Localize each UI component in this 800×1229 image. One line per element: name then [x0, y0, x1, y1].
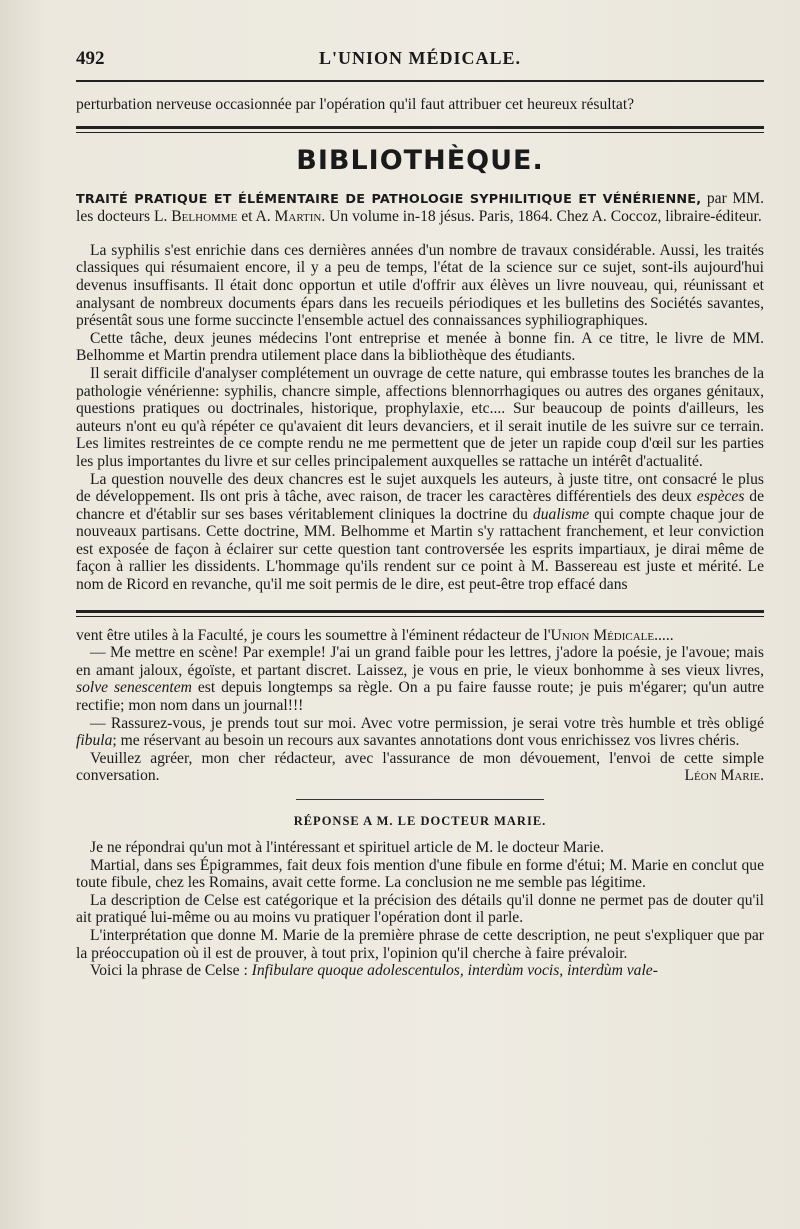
intro-text: perturbation nerveuse occasionnée par l'opération qu'il faut attribuer cet heureux résultat?: [76, 96, 635, 113]
letter-p3-italic: fibula: [76, 732, 113, 750]
book-details-1: par MM. les docteurs L.: [76, 189, 764, 226]
review-paragraph: Cette tâche, deux jeunes médecins l'ont entreprise et menée à bonne fin. A ce titre, le livre de MM. Belhomme et Martin prendra utilement place dans la bibliothèque des étudiants.: [76, 329, 764, 365]
section-title: BIBLIOTHÈQUE.: [296, 144, 544, 176]
letter-p2-text-a: — Me mettre en scène! Par exemple! J'ai un grand faible pour les lettres, j'adore la poésie, je l'avoue; mais en amant jaloux, égoïste, et partant discret. Laissez, je vous en prie, le vieux bonhomme à ses vieux livres,: [76, 644, 764, 679]
review-paragraph: Il serait difficile d'analyser complétement un ouvrage de cette nature, qui embrasse toutes les branches de la pathologie vénérienne: syphilis, chancre simple, affections blennorrhagiques ou autres des organes génitaux, questions pratiques ou doctrinales, historique, prophylaxie, etc.... Sur beaucoup de points d'ailleurs, les auteurs n'ont eu qu'à répéter ce qu'avaient dit leurs devanciers, et il serait inutile de les suivre sur ce terrain. Les limites restreintes de ce compte rendu ne me permettent que de jeter un rapide coup d'œil sur les parties les plus importantes du livre et sur celles principalement auxquelles se rattache un intérêt d'actualité.: [76, 364, 764, 470]
letter-paragraph: [76, 715, 764, 750]
review-paragraph: [76, 471, 764, 594]
letter-signature: Léon Marie.: [684, 767, 764, 785]
page-number: 492: [76, 48, 105, 69]
letter-p3-text-a: — Rassurez-vous, je prends tout sur moi. Avec votre permission, je serai votre très humble et très obligé: [90, 714, 764, 732]
reply-paragraph: Je ne répondrai qu'un mot à l'intéressant et spirituel article de M. le docteur Marie.: [90, 839, 604, 856]
reply-paragraph: L'interprétation que donne M. Marie de la première phrase de cette description, ne peut s'expliquer que par la préoccupation où il est de prouver, à tout prix, l'opinion qu'il cherche à faire prévaloir.: [76, 926, 764, 962]
letter-p1-text: vent être utiles à la Faculté, je cours les soumettre à l'éminent rédacteur de l': [76, 626, 551, 644]
review-body: [76, 242, 764, 594]
reply-body: [76, 839, 764, 980]
letter-p3-text-b: ; me réservant au besoin un recours aux savantes annotations dont vous enrichissez vos livres chéris.: [112, 732, 740, 750]
letter-paragraph: [76, 627, 764, 645]
reply-paragraph: Martial, dans ses Épigrammes, fait deux fois mention d'une fibule en forme d'étui; M. Marie en conclut que toute fibule, chez les Romains, avait cette forme. La conclusion ne me semble pas légitime.: [76, 856, 764, 892]
book-details-2: et A.: [237, 208, 275, 226]
letter-p1-ellipsis: .....: [654, 626, 674, 644]
reply-p5-text: Voici la phrase de Celse :: [90, 962, 252, 980]
page-header: [76, 48, 764, 74]
review-p4-italic-1: espèces: [696, 488, 745, 506]
reply-title: RÉPONSE A M. LE DOCTEUR MARIE.: [293, 814, 547, 828]
review-p4-text-b: de chancre et d'établir sur ses bases véritablement cliniques la doctrine du: [76, 488, 764, 523]
book-author-1: Belhomme: [171, 208, 238, 226]
section-divider: [76, 126, 764, 133]
reply-paragraph: [76, 962, 764, 980]
book-title: TRAITÉ PRATIQUE ET ÉLÉMENTAIRE DE PATHOLOGIE SYPHILITIQUE ET VÉNÉRIENNE,: [76, 191, 702, 207]
review-p4-text-a: La question nouvelle des deux chancres est le sujet auxquels les auteurs, à juste titre, ont consacré le plus de développement. Ils ont pris à tâche, avec raison, de tracer les caractères différentiels des deux: [76, 470, 764, 506]
letter-p4-text: Veuillez agréer, mon cher rédacteur, avec l'assurance de mon dévouement, l'envoi de cette simple conversation.: [76, 749, 764, 785]
celse-quotation: Infibulare quoque adolescentulos, interdùm vocis, interdùm vale-: [251, 962, 658, 980]
book-reference: [76, 190, 764, 226]
review-p4-text-c: qui compte chaque jour de nouveaux partisans. Cette doctrine, MM. Belhomme et Martin s'y rattachent franchement, et leur conviction est exposée de façon à éclairer sur cette question tant controversée les esprits impartiaux, je dirai même de façon à rallier les dissidents. L'hommage qu'ils rendent sur ce point à M. Bassereau est juste et mérité. Le nom de Ricord en revanche, qu'il me soit permis de le dire, est peut-être trop effacé dans: [76, 505, 765, 594]
header-rule: [76, 80, 764, 82]
letter-paragraph: [76, 644, 764, 714]
letter-body: [76, 627, 764, 785]
review-p4-italic-2: dualisme: [532, 505, 590, 523]
letter-p2-italic: solve senescentem: [76, 679, 192, 697]
reply-divider: [296, 799, 544, 800]
book-author-2: Martin: [274, 208, 322, 226]
journal-name: Union Médicale: [550, 626, 655, 644]
letter-p2-text-b: est depuis longtemps sa règle. On a pu faire fausse route; je puis m'égarer; qu'un autre rectifie; mon nom dans un journal!!!: [76, 679, 764, 715]
letter-paragraph: [76, 750, 764, 785]
feuilleton-divider: [76, 610, 764, 617]
reply-paragraph: La description de Celse est catégorique et la précision des détails qu'il donne ne permet pas de douter qu'il ait pratiqué lui-même ou au moins vu pratiquer l'opération dont il parle.: [76, 891, 764, 927]
review-paragraph: La syphilis s'est enrichie dans ces dernières années d'un nombre de travaux considérable. Aussi, les traités classiques qui résumaient encore, il y a peu de temps, l'état de la science sur ce sujet, sont-ils aujourd'hui devenus insuffisants. Il était donc opportun et utile d'offrir aux élèves un livre nouveau, qui, réunissant et analysant de nombreux documents épars dans les recueils périodiques et les bulletins des Sociétés savantes, présentât sous une forme succincte l'ensemble actuel des connaissances syphiliographiques.: [76, 241, 764, 330]
running-head: L'UNION MÉDICALE.: [318, 48, 522, 68]
book-details-3: . Un volume in-18 jésus. Paris, 1864. Chez A. Coccoz, libraire-éditeur.: [321, 208, 762, 226]
